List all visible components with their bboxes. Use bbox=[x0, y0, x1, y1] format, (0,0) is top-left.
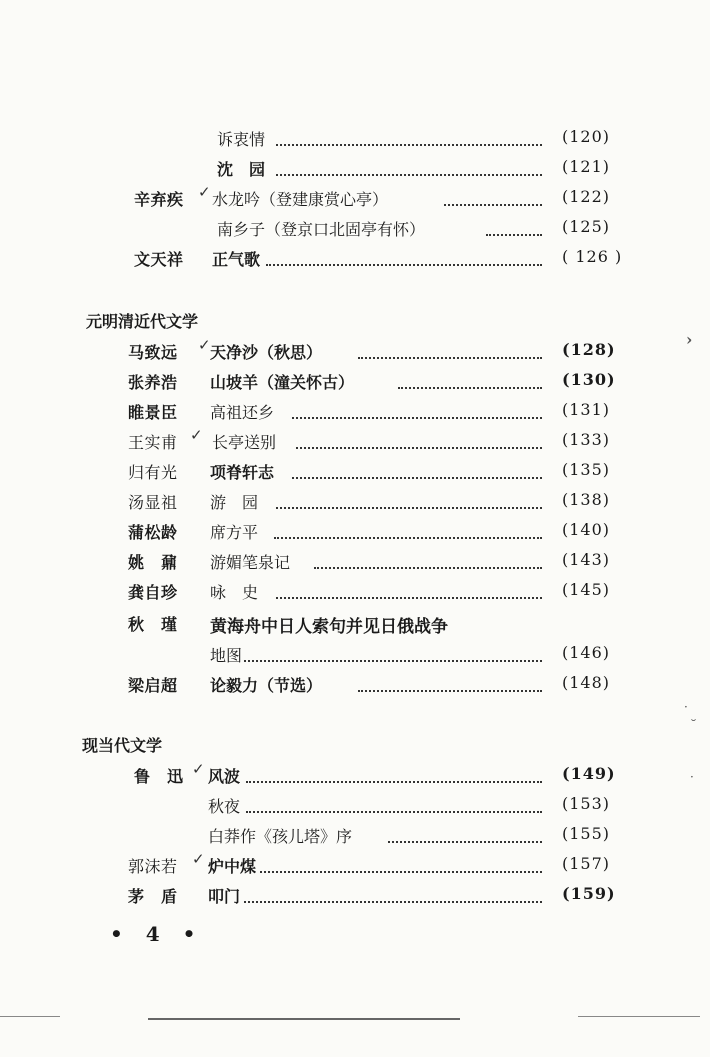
toc-entry bbox=[0, 490, 710, 518]
entry-author: 归有光 bbox=[128, 463, 178, 482]
entry-title: 山坡羊（潼关怀古） bbox=[210, 373, 355, 392]
toc-entry bbox=[0, 426, 710, 458]
dot-leader bbox=[244, 887, 542, 903]
entry-page: (157) bbox=[562, 854, 611, 873]
entry-page: (148) bbox=[562, 673, 611, 692]
section-title: 元明清近代文学 bbox=[86, 312, 199, 331]
scan-rule bbox=[148, 1018, 460, 1020]
toc-entry bbox=[0, 794, 710, 822]
scan-speck: › bbox=[686, 330, 693, 349]
entry-title: 咏 史 bbox=[210, 583, 259, 602]
dot-leader bbox=[266, 250, 542, 266]
entry-title: 南乡子（登京口北固亭有怀） bbox=[217, 220, 426, 239]
toc-entry bbox=[0, 850, 710, 882]
check-mark-icon: ✓ bbox=[198, 183, 211, 201]
entry-page: (145) bbox=[562, 580, 611, 599]
toc-entry bbox=[0, 370, 710, 398]
entry-title: 天净沙（秋思） bbox=[210, 343, 323, 362]
entry-author: 文天祥 bbox=[134, 250, 184, 269]
entry-title: 正气歌 bbox=[212, 250, 261, 269]
entry-page: (146) bbox=[562, 643, 611, 662]
dot-leader bbox=[358, 676, 542, 692]
entry-title: 游 园 bbox=[210, 493, 259, 512]
entry-author: 秋 瑾 bbox=[128, 615, 178, 634]
entry-title: 游媚笔泉记 bbox=[210, 553, 291, 572]
entry-page: (131) bbox=[562, 400, 611, 419]
section-heading bbox=[0, 733, 710, 761]
entry-page: ( 126 ) bbox=[562, 247, 623, 266]
scan-rule bbox=[0, 1016, 60, 1017]
entry-title: 沈 园 bbox=[217, 160, 266, 179]
entry-page: (122) bbox=[562, 187, 611, 206]
toc-entry bbox=[0, 157, 710, 185]
toc-entry bbox=[0, 824, 710, 852]
entry-title: 席方平 bbox=[210, 523, 259, 542]
entry-title: 秋夜 bbox=[208, 797, 241, 816]
toc-entry bbox=[0, 884, 710, 912]
entry-page: (133) bbox=[562, 430, 611, 449]
dot-leader bbox=[314, 553, 542, 569]
toc-entry bbox=[0, 550, 710, 578]
dot-leader bbox=[292, 403, 542, 419]
entry-page: (128) bbox=[562, 340, 616, 359]
entry-page: (140) bbox=[562, 520, 611, 539]
entry-author: 睢景臣 bbox=[128, 403, 178, 422]
entry-title: 高祖还乡 bbox=[210, 403, 275, 422]
entry-author: 龚自珍 bbox=[128, 583, 178, 602]
toc-entry bbox=[0, 400, 710, 428]
entry-author: 王实甫 bbox=[128, 433, 178, 452]
entry-page: (149) bbox=[562, 764, 616, 783]
section-heading bbox=[0, 309, 710, 337]
dot-leader bbox=[486, 220, 542, 236]
entry-title: 黄海舟中日人索句并见日俄战争 bbox=[210, 617, 448, 637]
entry-title: 诉衷情 bbox=[217, 130, 266, 149]
entry-page: (120) bbox=[562, 127, 611, 146]
entry-title: 项脊轩志 bbox=[210, 463, 275, 482]
entry-page: (153) bbox=[562, 794, 611, 813]
entry-author: 鲁 迅 bbox=[134, 767, 184, 786]
scan-speck: ˘ bbox=[690, 718, 697, 734]
entry-page: (135) bbox=[562, 460, 611, 479]
entry-author: 辛弃疾 bbox=[134, 190, 184, 209]
dot-leader bbox=[244, 646, 542, 662]
entry-page: (155) bbox=[562, 824, 611, 843]
toc-entry bbox=[0, 127, 710, 155]
entry-title: 论毅力（节选） bbox=[210, 676, 323, 695]
dot-leader bbox=[246, 797, 542, 813]
entry-author: 姚 鼐 bbox=[128, 553, 178, 572]
toc-entry bbox=[0, 612, 710, 640]
dot-leader bbox=[388, 827, 542, 843]
check-mark-icon: ✓ bbox=[192, 760, 205, 778]
entry-author: 张养浩 bbox=[128, 373, 178, 392]
entry-page: (125) bbox=[562, 217, 611, 236]
entry-author: 汤显祖 bbox=[128, 493, 178, 512]
section-title: 现当代文学 bbox=[82, 736, 163, 755]
dot-leader bbox=[276, 583, 542, 599]
entry-page: (159) bbox=[562, 884, 616, 903]
entry-page: (130) bbox=[562, 370, 616, 389]
check-mark-icon: ✓ bbox=[190, 426, 203, 444]
toc-entry bbox=[0, 643, 710, 671]
entry-title: 叩门 bbox=[208, 887, 241, 906]
entry-title: 炉中煤 bbox=[208, 857, 257, 876]
dot-leader bbox=[276, 160, 542, 176]
dot-leader bbox=[276, 130, 542, 146]
dot-leader bbox=[274, 523, 542, 539]
entry-title: 风波 bbox=[208, 767, 241, 786]
dot-leader bbox=[358, 343, 542, 359]
page-number: • 4 • bbox=[110, 922, 204, 946]
dot-leader bbox=[246, 767, 542, 783]
scan-rule bbox=[578, 1016, 700, 1017]
check-mark-icon: ✓ bbox=[198, 336, 211, 354]
dot-leader bbox=[260, 857, 542, 873]
toc-entry bbox=[0, 217, 710, 245]
toc-entry bbox=[0, 336, 710, 368]
entry-title: 白莽作《孩儿塔》序 bbox=[208, 827, 353, 846]
entry-author: 茅 盾 bbox=[128, 887, 178, 906]
entry-author: 蒲松龄 bbox=[128, 523, 178, 542]
toc-entry bbox=[0, 580, 710, 608]
scan-speck: · bbox=[684, 700, 688, 714]
toc-entry bbox=[0, 183, 710, 215]
toc-entry bbox=[0, 247, 710, 275]
toc-entry bbox=[0, 460, 710, 488]
toc-entry bbox=[0, 760, 710, 792]
entry-author: 马致远 bbox=[128, 343, 178, 362]
scan-speck: · bbox=[690, 770, 694, 784]
entry-title: 地图 bbox=[210, 646, 243, 665]
entry-author: 梁启超 bbox=[128, 676, 178, 695]
entry-page: (143) bbox=[562, 550, 611, 569]
entry-title: 水龙吟（登建康赏心亭） bbox=[212, 190, 389, 209]
entry-title: 长亭送别 bbox=[212, 433, 277, 452]
toc-entry bbox=[0, 520, 710, 548]
toc-entry bbox=[0, 673, 710, 701]
dot-leader bbox=[398, 373, 542, 389]
entry-page: (121) bbox=[562, 157, 611, 176]
dot-leader bbox=[296, 433, 542, 449]
entry-author: 郭沫若 bbox=[128, 857, 178, 876]
dot-leader bbox=[276, 493, 542, 509]
dot-leader bbox=[444, 190, 542, 206]
dot-leader bbox=[292, 463, 542, 479]
check-mark-icon: ✓ bbox=[192, 850, 205, 868]
entry-page: (138) bbox=[562, 490, 611, 509]
